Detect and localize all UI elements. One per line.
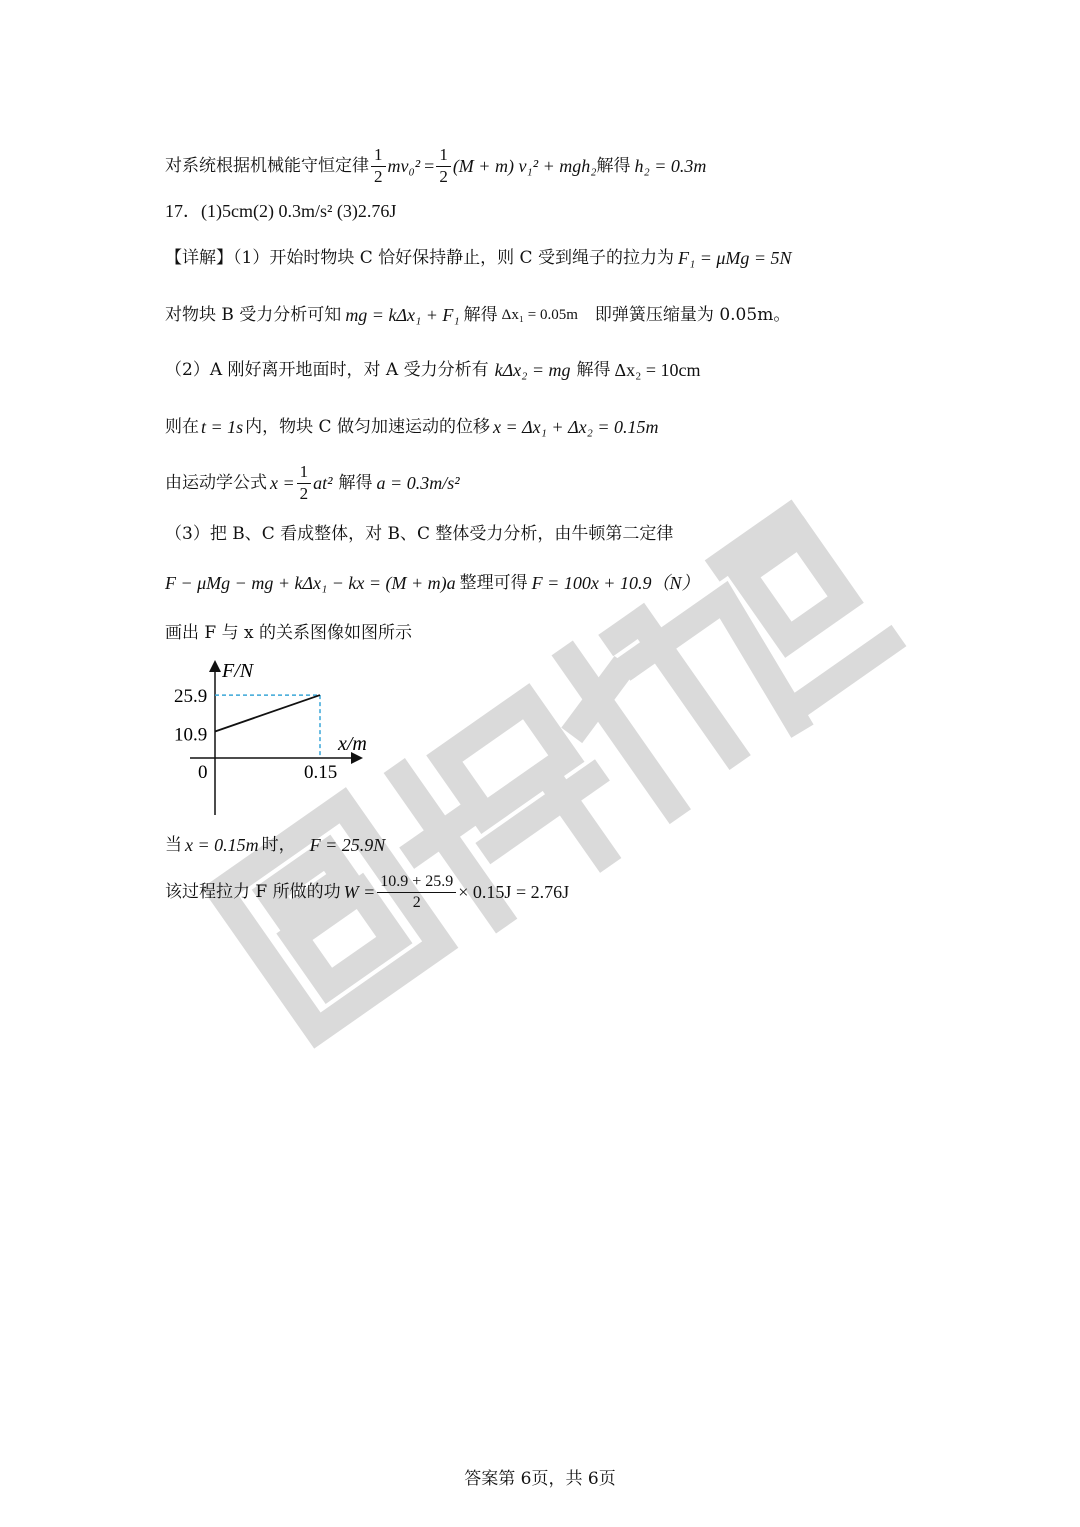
fraction-half <box>436 146 451 186</box>
detail-line-6: （3）把 B、C 看成整体，对 B、C 整体受力分析，由牛顿第二定律 <box>165 524 674 544</box>
text-segment: 由运动学公式 <box>165 472 267 493</box>
math-term: mg = kΔx₁ + F₁ <box>345 305 460 325</box>
math-term: at² <box>313 473 333 494</box>
text-segment: 解得 <box>463 304 498 325</box>
text-segment: 整理可得 <box>459 572 528 593</box>
text-segment: 该过程拉力 F 所做的功 <box>165 881 341 902</box>
text-segment: 对物块 B 受力分析可知 <box>165 304 342 325</box>
fraction-denominator: 2 <box>439 166 448 186</box>
text-segment: 解得 <box>576 359 611 380</box>
math-term: × 0.15J = 2.76J <box>458 882 570 903</box>
y-tick-label-low: 10.9 <box>174 724 208 746</box>
fraction-denominator: 2 <box>412 893 421 911</box>
series-line <box>215 695 320 731</box>
fraction-work <box>377 873 456 911</box>
detail-line-3 <box>165 361 701 379</box>
text-segment: 解得 <box>338 472 373 493</box>
text-segment: 解得 <box>596 155 631 176</box>
y-tick-label-high: 25.9 <box>174 686 208 708</box>
math-term: mv₀² <box>387 156 421 177</box>
math-term: F = 100x + 10.9（N） <box>531 573 700 593</box>
text-segment: 即弹簧压缩量为 0.05m。 <box>577 304 791 325</box>
math-term: F − μMg − mg + kΔx₁ − kx = (M + m)a <box>165 573 456 593</box>
fraction-half <box>297 463 312 503</box>
fraction-numerator: 1 <box>436 146 451 167</box>
math-term: Δx₂ = 10cm <box>614 360 701 380</box>
math-term: F₁ = μMg = 5N <box>677 248 792 268</box>
text-segment: 内，物块 C 做匀加速运动的位移 <box>245 416 490 437</box>
text-segment: 时， <box>261 834 296 855</box>
detail-line-1 <box>165 249 792 267</box>
fraction-half <box>371 146 386 186</box>
detail-line-9 <box>165 836 385 854</box>
math-term: a = 0.3m/s² <box>376 473 460 494</box>
math-term: x = Δx₁ + Δx₂ = 0.15m <box>492 417 659 437</box>
math-term: = <box>424 156 435 177</box>
detail-line-2 <box>165 306 790 324</box>
fraction-numerator: 1 <box>371 146 386 167</box>
text-segment: 当 <box>165 834 182 855</box>
math-term: x = <box>270 473 295 494</box>
fraction-numerator: 1 <box>297 463 312 484</box>
text-segment: 【详解】（1）开始时物块 C 恰好保持静止，则 C 受到绳子的拉力为 <box>165 247 674 268</box>
answer-summary-17: 17．(1)5cm(2) 0.3m/s² (3)2.76J <box>165 201 397 221</box>
detail-line-10 <box>165 873 569 911</box>
math-term: F = 25.9N <box>309 835 386 855</box>
y-axis-label: F/N <box>222 660 254 682</box>
fraction-denominator: 2 <box>299 483 309 503</box>
text-segment: 对系统根据机械能守恒定律 <box>165 155 369 176</box>
equation-line-1 <box>165 146 706 186</box>
math-term: Δx₁ = 0.05m <box>501 306 578 323</box>
math-term: h₂ = 0.3m <box>634 156 707 177</box>
math-term: W = <box>343 882 376 903</box>
detail-line-5 <box>165 463 460 503</box>
page-footer: 答案第 6页，共 6页 <box>464 1469 616 1489</box>
math-term: t = 1s <box>201 417 244 437</box>
x-axis-label: x/m <box>338 733 367 755</box>
detail-line-8: 画出 F 与 x 的关系图像如图所示 <box>165 623 412 643</box>
math-term: (M + m) v₁² + mgh₂ <box>452 156 597 177</box>
text-segment: （2）A 刚好离开地面时，对 A 受力分析有 <box>165 359 489 380</box>
detail-line-7 <box>165 574 699 592</box>
detail-line-4 <box>165 418 659 436</box>
x-tick-label: 0.15 <box>304 762 338 783</box>
force-displacement-graph <box>160 655 390 820</box>
origin-label: 0 <box>198 762 208 783</box>
text-segment: 则在 <box>165 416 199 437</box>
fraction-numerator: 10.9 + 25.9 <box>377 873 456 893</box>
math-term: kΔx₂ = mg <box>494 360 571 380</box>
math-term: x = 0.15m <box>185 835 259 855</box>
fraction-denominator: 2 <box>374 166 383 186</box>
